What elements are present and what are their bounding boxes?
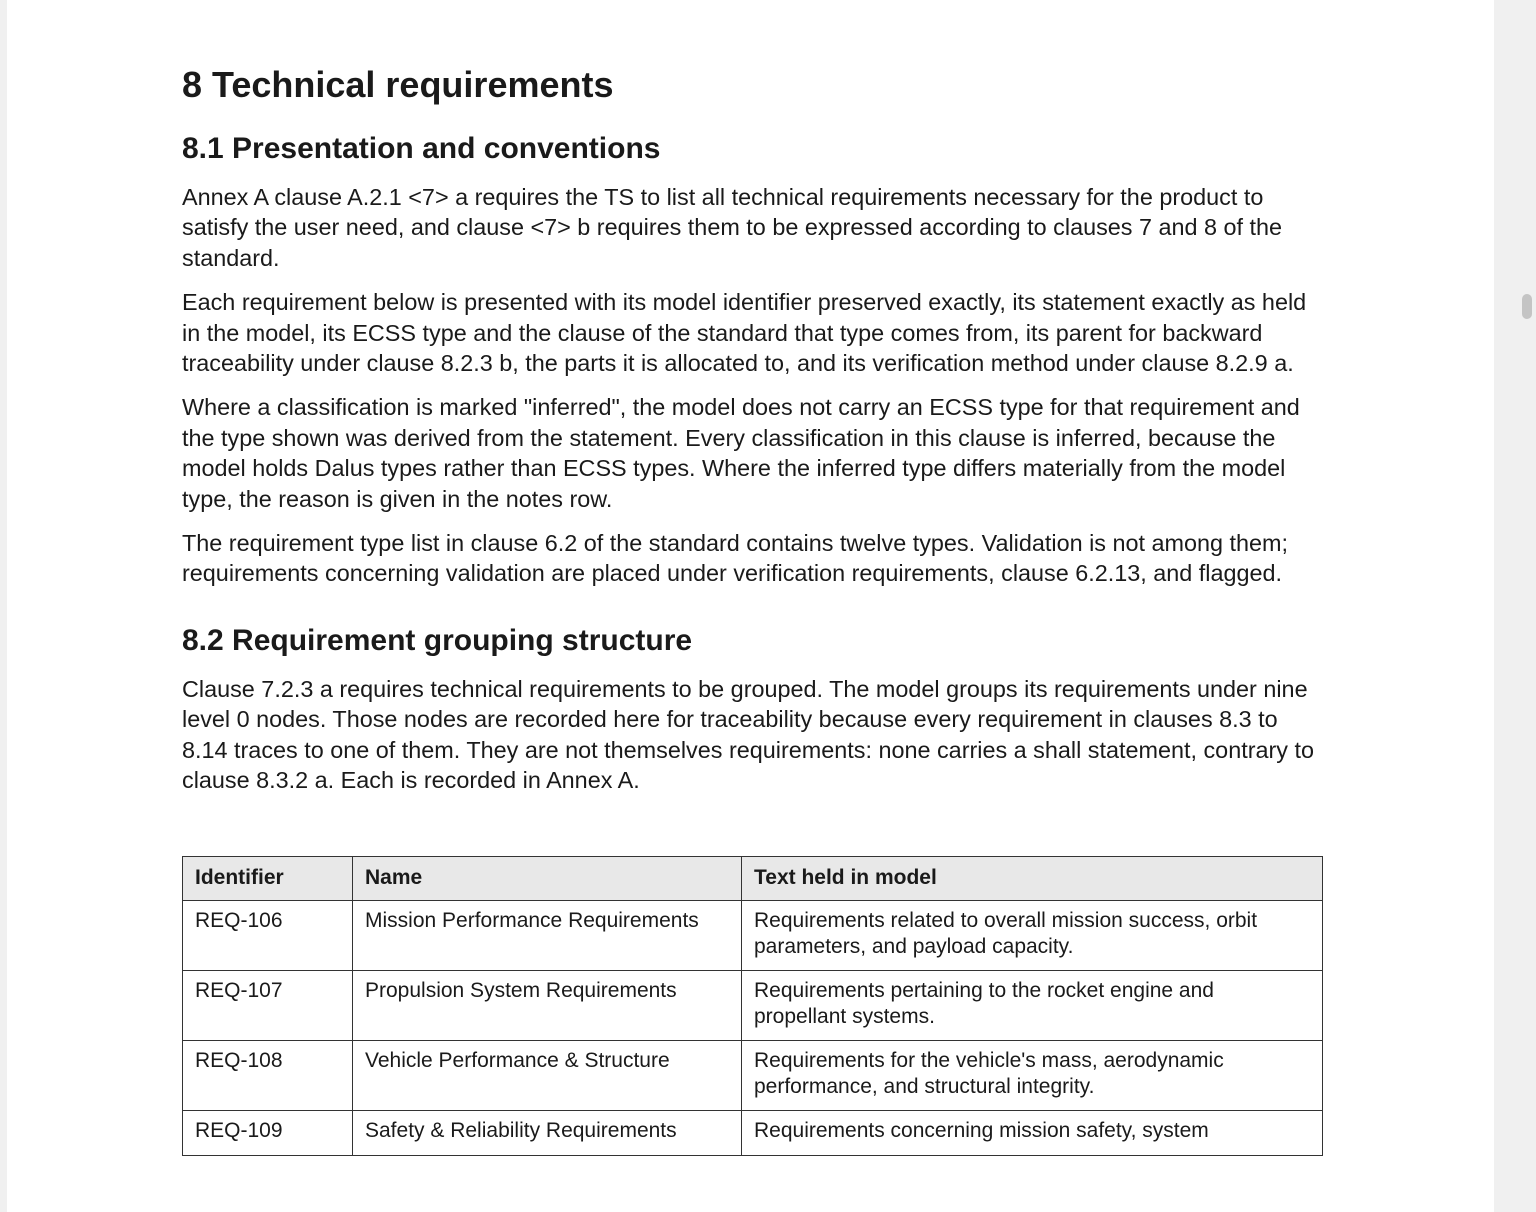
paragraph: Where a classification is marked "inferred", the model does not carry an ECSS type for that requirement and the type shown was derived from the statement. Every classification in this clause is inferred, because the model holds Dalus types rather than ECSS types. Where the inferred type differs materially from the model type, the reason is given in the notes row. [182, 394, 1300, 512]
cell-text: Requirements for the vehicle's mass, aerodynamic performance, and structural integrity. [742, 1041, 1323, 1111]
table-row [183, 1041, 1323, 1111]
table-row [183, 901, 1323, 971]
table-row [183, 971, 1323, 1041]
cell-identifier: REQ-106 [183, 901, 353, 971]
paragraph: Clause 7.2.3 a requires technical requirements to be grouped. The model groups its requirements under nine level 0 nodes. Those nodes are recorded here for traceability because every requirement in clauses 8.3 to 8.14 traces to one of them. They are not themselves requirements: none carries a shall statement, contrary to clause 8.3.2 a. Each is recorded in Annex A. [182, 675, 1314, 794]
document-content [182, 0, 1322, 1156]
cell-identifier: REQ-109 [183, 1111, 353, 1156]
column-header-name: Name [353, 856, 742, 901]
cell-name: Vehicle Performance & Structure [353, 1041, 742, 1111]
column-header-identifier: Identifier [183, 856, 353, 901]
cell-text: Requirements related to overall mission success, orbit parameters, and payload capacity. [742, 901, 1323, 971]
cell-identifier: REQ-107 [183, 971, 353, 1041]
paragraph: The requirement type list in clause 6.2 of the standard contains twelve types. Validation is not among them; requirements concerning validation are placed under verification requirements, clause 6.2.13, and flagged. [182, 530, 1289, 587]
cell-name: Safety & Reliability Requirements [353, 1111, 742, 1156]
column-header-text: Text held in model [742, 856, 1323, 901]
cell-text: Requirements pertaining to the rocket engine and propellant systems. [742, 971, 1323, 1041]
vertical-scrollbar[interactable] [1494, 0, 1536, 1212]
scrollbar-thumb[interactable] [1522, 294, 1532, 319]
table-row [183, 1111, 1323, 1156]
section-heading: 8 Technical requirements [182, 64, 614, 105]
requirement-group-table [182, 856, 1323, 1156]
document-page [7, 0, 1494, 1212]
cell-text: Requirements concerning mission safety, system [742, 1111, 1323, 1156]
cell-identifier: REQ-108 [183, 1041, 353, 1111]
subsection-title-8-2: 8.2 Requirement grouping structure [182, 623, 693, 657]
table-header-row [183, 856, 1323, 901]
cell-name: Propulsion System Requirements [353, 971, 742, 1041]
paragraph: Each requirement below is presented with its model identifier preserved exactly, its statement exactly as held in the model, its ECSS type and the clause of the standard that type comes from, its parent for backward traceability under clause 8.2.3 b, the parts it is allocated to, and its verification method under clause 8.2.9 a. [182, 289, 1307, 377]
cell-name: Mission Performance Requirements [353, 901, 742, 971]
subsection-title-8-1: 8.1 Presentation and conventions [182, 132, 661, 165]
paragraph: Annex A clause A.2.1 <7> a requires the TS to list all technical requirements necessary for the product to satisfy the user need, and clause <7> b requires them to be expressed according to clauses 7 and 8 of the standard. [182, 184, 1283, 271]
